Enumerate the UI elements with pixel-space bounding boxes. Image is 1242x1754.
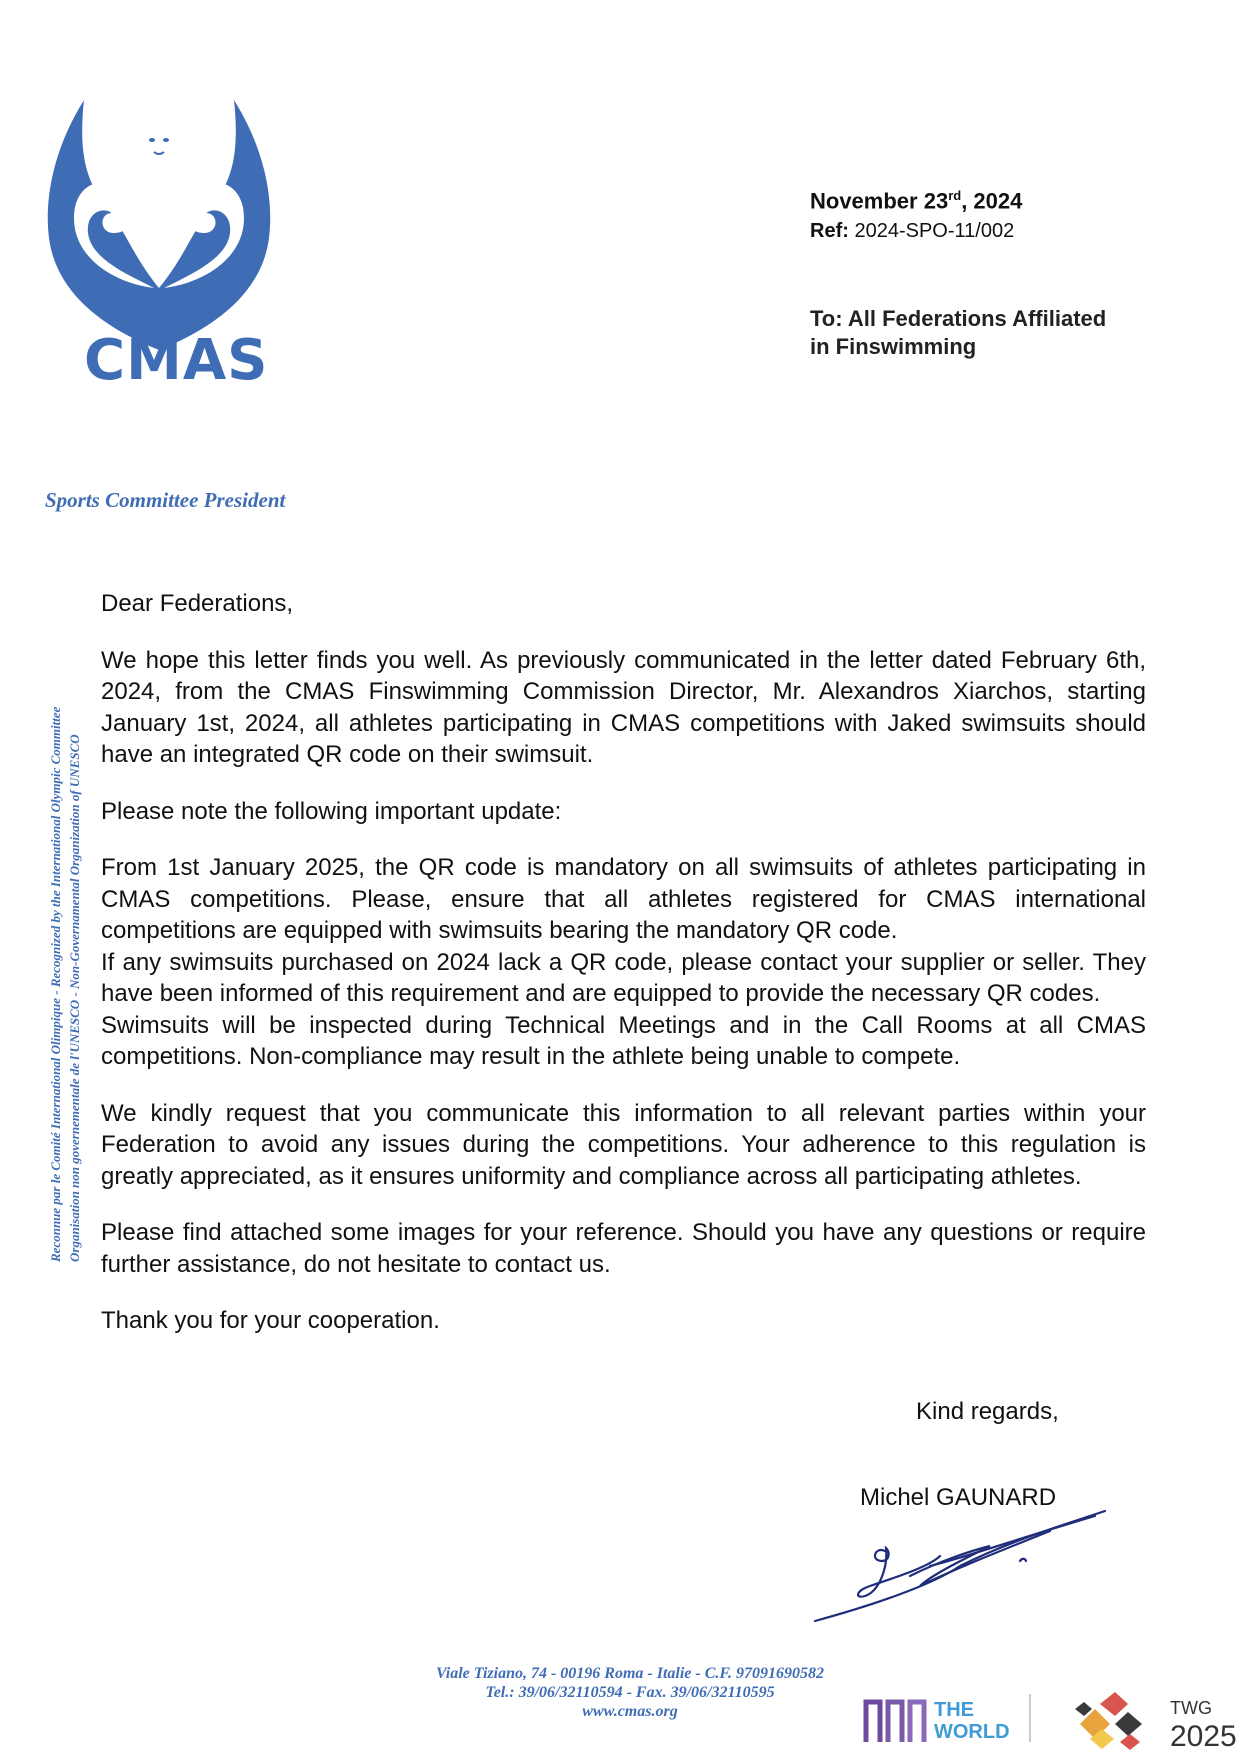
paragraph: We hope this letter finds you well. As previously communicated in the letter dated February 6th, 2024, from the CMAS Finswimming Commission Director, Mr. Alexandros Xiarchos, starting January 1st, 2024, all athletes participating in CMAS competitions with Jaked swimsuits should have an integrated QR code on their swimsuit. (101, 646, 1146, 768)
paragraph: Please find attached some images for your reference. Should you have any questions or require further assistance, do not hesitate to contact us. (101, 1219, 1146, 1278)
paragraph: Thank you for your cooperation. (101, 1307, 440, 1334)
the-world-games-logo-icon (862, 1692, 1032, 1742)
closing: Kind regards, (916, 1398, 1059, 1425)
signer-name: Michel GAUNARD (860, 1484, 1057, 1511)
salutation: Dear Federations, (101, 590, 294, 617)
website-link[interactable]: www.cmas.org (582, 1703, 678, 1720)
letter-date: November 23rd, 2024 (810, 188, 1023, 214)
vertical-recognition-text: Reconnue par le Comité International Olimpique - Recognized by the International Olympic Committee Organisation non governementale de l'UNESCO - Non-Governamental Organization of UNESCO (48, 706, 82, 1262)
paragraph: We kindly request that you communicate this information to all relevant parties within your Federation to avoid any issues during the competitions. Your adherence to this regulation is greatly appreciated, as it ensures uniformity and compliance across all participating athletes. (101, 1099, 1146, 1190)
recipient-line: To: All Federations Affiliated (810, 306, 1107, 331)
logo-text: CMAS (84, 328, 269, 393)
recipient-line: in Finswimming (810, 334, 977, 359)
svg-text:TWG: TWG (1170, 1698, 1212, 1718)
paragraph: Please note the following important update: (101, 797, 562, 825)
paragraph: From 1st January 2025, the QR code is mandatory on all swimsuits of athletes participating in CMAS competitions. Please, ensure that all athletes registered for CMAS international competitions are equipped with swimsuits bearing the mandatory QR code. (101, 854, 1146, 944)
signature-icon (810, 1506, 1110, 1626)
svg-text:2025: 2025 (1170, 1720, 1237, 1753)
letter-body (101, 588, 1146, 1337)
twg-2025-logo-icon (1070, 1684, 1242, 1754)
sender-role: Sports Committee President (45, 488, 286, 512)
recipient-block (810, 305, 1106, 361)
paragraph: If any swimsuits purchased on 2024 lack a QR code, please contact your supplier or seller. They have been informed of this requirement and are equipped to provide the necessary QR codes. (101, 948, 1146, 1007)
paragraph: Swimsuits will be inspected during Technical Meetings and in the Call Rooms at all CMAS competitions. Non-compliance may result in the athlete being unable to compete. (101, 1011, 1146, 1070)
reference-line: Ref: 2024-SPO-11/002 (810, 220, 1015, 242)
footer-address: Viale Tiziano, 74 - 00196 Roma - Italie - C.F. 97091690582 Tel.: 39/06/32110594 - Fax. 39/06/32110595 www.cmas.org (355, 1664, 905, 1721)
svg-text:WORLD: WORLD (934, 1721, 1010, 1742)
svg-text:THE: THE (934, 1699, 974, 1721)
